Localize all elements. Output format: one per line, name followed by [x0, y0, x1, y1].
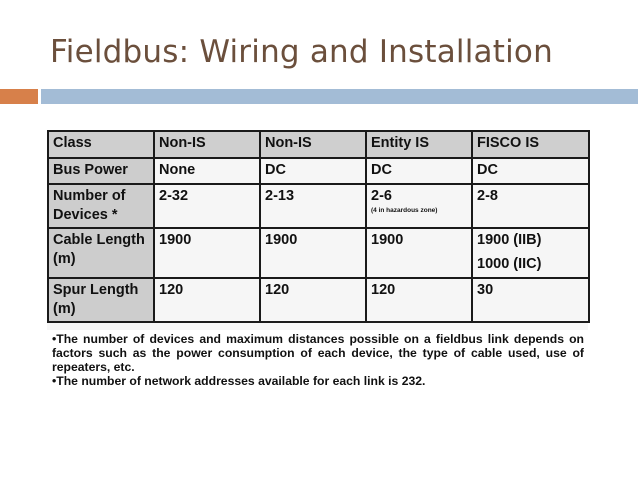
slide-title: Fieldbus: Wiring and Installation — [50, 34, 553, 70]
table-cell: 30 — [472, 278, 589, 322]
table-cell: 2-13 — [260, 184, 366, 228]
header-cell-non-is-2: Non-IS — [260, 131, 366, 158]
table-cell: 1900 — [366, 228, 472, 278]
table-cell: 120 — [154, 278, 260, 322]
table-cell: 2-32 — [154, 184, 260, 228]
table-cell: 1900 — [154, 228, 260, 278]
row-label: Number of Devices * — [48, 184, 154, 228]
table-cell-with-note — [366, 184, 472, 228]
table-cell: DC — [472, 158, 589, 184]
table-row-bus-power — [48, 158, 589, 184]
header-cell-non-is-1: Non-IS — [154, 131, 260, 158]
hazardous-zone-note: (4 in hazardous zone) — [371, 207, 438, 214]
header-cell-entity-is: Entity IS — [366, 131, 472, 158]
header-cell-class: Class — [48, 131, 154, 158]
table-cell: DC — [260, 158, 366, 184]
footnote: •The number of devices and maximum distances possible on a fieldbus link depends on factors such as the power consumption of each device, the type of cable used, use of repeaters, etc. — [52, 332, 584, 374]
table-cell: None — [154, 158, 260, 184]
row-label: Bus Power — [48, 158, 154, 184]
table-row-cable-length — [48, 228, 589, 278]
table-cell: 120 — [260, 278, 366, 322]
footnote: •The number of network addresses available for each link is 232. — [52, 374, 426, 388]
header-cell-fisco-is: FISCO IS — [472, 131, 589, 158]
footnotes — [52, 332, 584, 388]
fieldbus-spec-table — [47, 130, 590, 323]
row-label: Cable Length (m) — [48, 228, 154, 278]
table-row-number-of-devices — [48, 184, 589, 228]
table-row-spur-length — [48, 278, 589, 322]
cell-value: 2-6 — [371, 188, 392, 204]
table-cell: 120 — [366, 278, 472, 322]
accent-bar-blue — [41, 89, 638, 104]
table-cell: 2-8 — [472, 184, 589, 228]
cell-value-extra: 1000 (IIC) — [477, 256, 542, 272]
table-header-row — [48, 131, 589, 158]
accent-bar-orange — [0, 89, 38, 104]
cell-value: 1900 (IIB) — [477, 232, 542, 248]
table-cell: DC — [366, 158, 472, 184]
table-cell: 1900 — [260, 228, 366, 278]
table-cell-multi — [472, 228, 589, 278]
row-label: Spur Length (m) — [48, 278, 154, 322]
